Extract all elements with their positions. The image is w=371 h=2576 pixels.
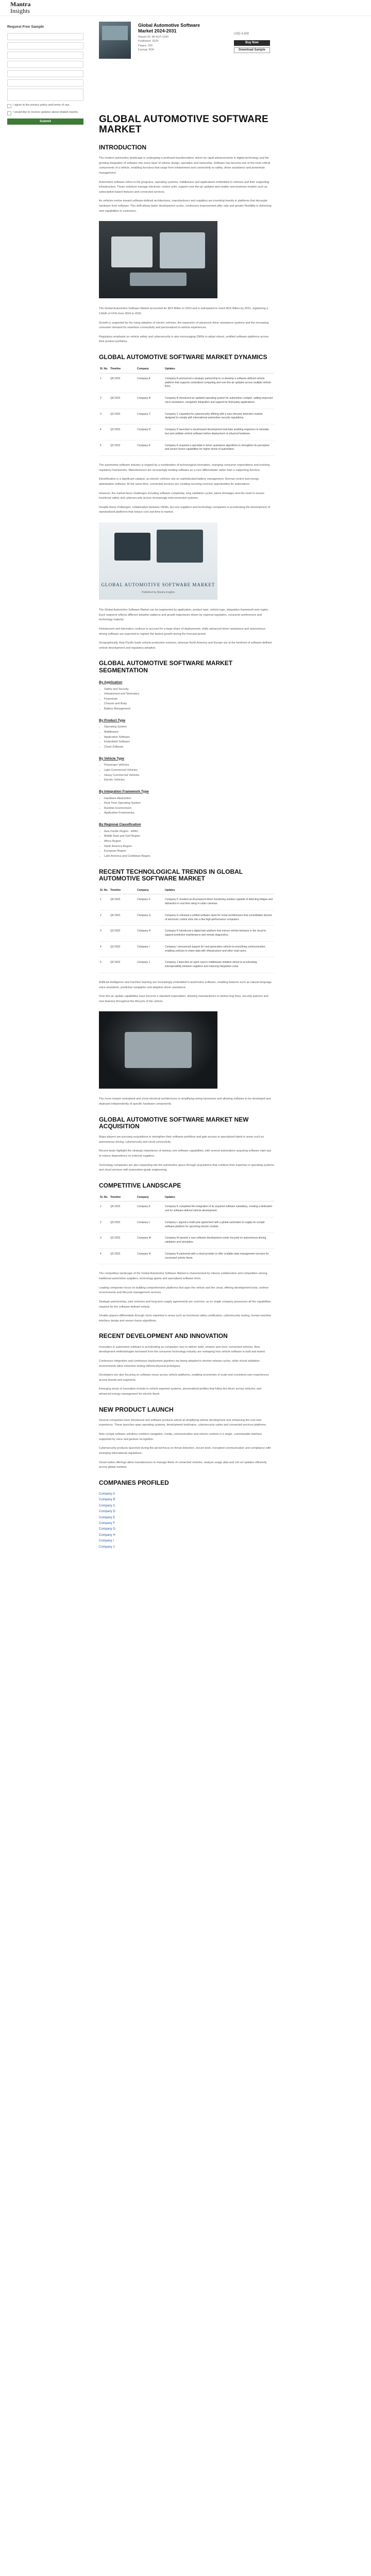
company-link[interactable]: Company D	[99, 1510, 115, 1514]
table-row	[99, 1248, 274, 1264]
company-link[interactable]: Company B	[99, 1498, 115, 1502]
table-row	[99, 373, 274, 393]
table-row	[99, 1201, 274, 1217]
logo-line-1: Mantra	[10, 1, 31, 8]
list-item: • Runtime Environment	[104, 806, 274, 811]
table-cell: Q2 2023	[109, 957, 136, 973]
list-item: • Chassis and Body	[104, 702, 274, 707]
list-item: • Middle East and Gulf Region	[104, 834, 274, 839]
company-link[interactable]: Company F	[99, 1521, 115, 1525]
company-link[interactable]: Company H	[99, 1533, 115, 1537]
dynamics-table	[99, 366, 274, 456]
table-cell: Q3 2023	[109, 941, 136, 957]
job-title-input[interactable]	[7, 70, 83, 77]
list-item: • Passenger Vehicles	[104, 763, 274, 768]
dynamics-paragraph: However, the market faces challenges including software complexity, long validation cycles, talent shortages and the need to ensure functional safety and cybersecurity across increasingly interconnected systems.	[99, 492, 264, 500]
dynamics-paragraph: The automotive software industry is shaped by a combination of technological innovation, changing consumer expectations and evolving regulatory frameworks. Manufacturers are increasingly treating software as a core differentiator rather than a supporting function.	[99, 464, 270, 472]
table-cell: 1	[99, 894, 109, 910]
list-item: • Real-Time Operating System	[104, 801, 274, 806]
table-cell: Company G released a unified software stack for zonal architectures that consolidates dozens of electronic control units into a few high-performance computers.	[164, 910, 274, 926]
table-header: Updates	[164, 366, 274, 373]
table-cell: Company H	[136, 926, 164, 942]
table-cell: Company E	[136, 440, 164, 456]
table-cell: 3	[99, 409, 109, 425]
table-header: Company	[136, 887, 164, 894]
table-row	[99, 440, 274, 456]
company-link[interactable]: Company G	[99, 1528, 116, 1531]
table-row	[99, 894, 274, 910]
product-launch-paragraph: New cockpit software solutions combine navigation, media, communication and vehicle controls in a single, customizable interface supported by voice and gesture recognition.	[99, 1433, 262, 1441]
full-name-input[interactable]	[7, 33, 83, 40]
acquisition-heading: GLOBAL AUTOMOTIVE SOFTWARE MARKET NEW ACQUISITION	[99, 1115, 249, 1130]
table-header: Timeline	[109, 1194, 136, 1201]
list-item: • European Region	[104, 849, 274, 854]
list-item: • Latin America and Caribbean Region	[104, 854, 274, 859]
company-link[interactable]: Company E	[99, 1516, 115, 1519]
table-cell: Q4 2023	[109, 894, 136, 910]
competitive-paragraph: The competitive landscape of the Global Automotive Software Market is characterized by intense collaboration and competition among traditional automotive suppliers, technology giants and specialized software firms.	[99, 1272, 267, 1281]
segment-title: By Application	[99, 680, 123, 684]
report-meta	[138, 35, 221, 52]
site-logo[interactable]	[10, 1, 30, 14]
intro-paragraph: Regulatory emphasis on vehicle safety and cybersecurity is also encouraging OEMs to adopt robust, certified software platforms across their product portfolios.	[99, 335, 269, 344]
table-cell: Q2 2023	[109, 1248, 136, 1264]
table-header: Company	[136, 1194, 164, 1201]
segment-list	[104, 725, 274, 750]
table-cell: Company E acquired a specialist in driver assistance algorithms to strengthen its perception and sensor fusion capabilities for higher levels of automation.	[164, 440, 274, 456]
table-row	[99, 957, 274, 973]
company-link[interactable]: Company C	[99, 1504, 115, 1507]
intro-paragraph: The modern automotive landscape is undergoing a profound transformation, driven by rapid advancements in digital technology and the growing integration of software into every layer of vehicle design, operation and ownership. Software has become one of the most critical components of a vehicle, enabling functions that range from infotainment and connectivity to safety, driver assistance and powertrain management.	[99, 157, 271, 175]
trends-paragraph: Over-the-air update capabilities have become a standard expectation, allowing manufacturers to deliver bug fixes, security patches and new features throughout the lifecycle of the vehicle.	[99, 995, 268, 1003]
table-header: Sl. No.	[99, 366, 109, 373]
table-cell: Company J	[136, 957, 164, 973]
table-row	[99, 1233, 274, 1249]
updates-label: I would like to receive updates about related reports.	[13, 110, 79, 114]
intro-paragraph: As vehicles evolve toward software-defined architectures, manufacturers and suppliers are investing heavily in platforms that decouple hardware from software. This shift allows faster development cycles, continuous improvement after sale and greater flexibility in delivering new capabilities to customers.	[99, 199, 272, 213]
list-item: • Embedded Software	[104, 740, 274, 745]
trends-paragraph: The move toward centralized and zonal electrical architectures is simplifying wiring harnesses and allowing software to be developed and deployed independently of specific hardware components.	[99, 1097, 271, 1106]
table-cell: Q4 2023	[109, 393, 136, 409]
list-item: • Safety and Security	[104, 687, 274, 692]
trends-table	[99, 887, 274, 973]
list-item: • Electric Vehicles	[104, 778, 274, 783]
table-header: Company	[136, 366, 164, 373]
table-cell: Q3 2023	[109, 425, 136, 440]
table-row	[99, 926, 274, 942]
table-cell: Company C	[136, 409, 164, 425]
page-title: GLOBAL AUTOMOTIVE SOFTWARE MARKET	[99, 114, 268, 135]
company-link[interactable]: Company I	[99, 1539, 114, 1543]
competitive-heading: COMPETITIVE LANDSCAPE	[99, 1181, 181, 1189]
competitive-paragraph: Leading companies focus on building comprehensive platforms that span the vehicle and the cloud, offering development tools, runtime environments and lifecycle management services.	[99, 1286, 268, 1295]
table-cell: 4	[99, 1248, 109, 1264]
table-cell: Company C expanded its cybersecurity offering with a new intrusion detection module designed to comply with international automotive security regulations.	[164, 409, 274, 425]
intro-heading: INTRODUCTION	[99, 143, 146, 151]
list-item: • Powertrain	[104, 697, 274, 702]
table-cell: 5	[99, 957, 109, 973]
table-cell: Company F unveiled an AI-powered driver monitoring solution capable of detecting fatigue and distraction in real time using in-cabin cameras.	[164, 894, 274, 910]
list-item: • Middleware	[104, 730, 274, 735]
report-content	[99, 114, 274, 1550]
site-header	[0, 0, 371, 16]
table-cell: Company L	[136, 1217, 164, 1233]
table-cell: Company N partnered with a cloud provider to offer scalable data management services for connected vehicle fleets.	[164, 1248, 274, 1264]
table-cell: Company J launched an open-source middleware initiative aimed at accelerating interoperability between suppliers and reducing integration costs.	[164, 957, 274, 973]
table-cell: Company B introduced an updated operating system for automotive cockpits, adding improved voice assistance, navigation integration and support for third-party applications.	[164, 393, 274, 409]
phone-input[interactable]	[7, 52, 83, 59]
list-item: • Light Commercial Vehicles	[104, 768, 274, 773]
dynamics-heading: GLOBAL AUTOMOTIVE SOFTWARE MARKET DYNAMICS	[99, 353, 267, 361]
intro-paragraph: The Global Automotive Software Market accounted for $XX Billion in 2023 and is anticipated to reach $XX Billion by 2031, registering a CAGR of XX% from 2024 to 2031.	[99, 307, 268, 315]
figure-caption: GLOBAL AUTOMOTIVE SOFTWARE MARKET	[101, 582, 215, 587]
list-item: • Hardware Abstraction	[104, 796, 274, 802]
table-cell: Company G	[136, 910, 164, 926]
segment-title: By Integration Framework Type	[99, 789, 149, 793]
segment-title: By Regional Classification	[99, 823, 141, 826]
list-item: • Application Frameworks	[104, 811, 274, 816]
list-item: • Africa Region	[104, 839, 274, 844]
competitive-paragraph: Strategic partnerships, joint ventures and long-term supply agreements are common, as no single company possesses all the capabilities required for the software-defined vehicle.	[99, 1300, 271, 1309]
table-cell: Company D launched a cloud-based development toolchain enabling engineers to simulate, test and validate vehicle software before deployment on physical hardware.	[164, 425, 274, 440]
acquisition-paragraph: Major players are pursuing acquisitions to strengthen their software portfolios and gain access to specialized talent in areas such as autonomous driving, cybersecurity and cloud connectivity.	[99, 1136, 264, 1144]
segment-list	[104, 687, 274, 712]
segment-list	[104, 829, 274, 859]
table-cell: Q2 2023	[109, 440, 136, 456]
list-item: • Battery Management	[104, 707, 274, 712]
segment-title: By Vehicle Type	[99, 756, 125, 760]
segmentation-paragraph: Geographically, Asia Pacific leads vehicle production volumes, whereas North America and Europe are at the forefront of software-defined vehicle development and regulatory adoption.	[99, 641, 272, 650]
list-item: • Operating System	[104, 725, 274, 730]
product-launch-paragraph: Cybersecurity products launched during the period focus on threat detection, secure boot, encrypted communication and compliance with emerging international regulations.	[99, 1447, 271, 1455]
table-row	[99, 409, 274, 425]
table-row	[99, 425, 274, 440]
table-cell: 2	[99, 1217, 109, 1233]
figure-subcaption: Published by Mantra Insights	[141, 590, 175, 594]
form-title: Request Free Sample	[7, 25, 44, 29]
table-cell: 1	[99, 1201, 109, 1217]
dynamics-paragraph: Electrification is a significant catalyst, as electric vehicles rely on sophisticated battery management, thermal control and energy optimization software. At the same time, connected services are creating recurring revenue opportunities for automakers.	[99, 478, 259, 486]
updates-checkbox-row[interactable]	[7, 111, 83, 115]
table-cell: Company F	[136, 894, 164, 910]
table-cell: 1	[99, 373, 109, 393]
table-cell: Company N	[136, 1248, 164, 1264]
privacy-label: I agree to the privacy policy and terms of use.	[13, 103, 70, 107]
report-title: Global Automotive Software Market 2024-2031	[138, 23, 200, 34]
report-published: Published: 2024	[138, 40, 159, 43]
acquisition-paragraph: Technology companies are also expanding into the automotive space through acquisitions that combine their expertise in operating systems and cloud services with automotive-grade engineering.	[99, 1163, 274, 1172]
segmentation-paragraph: Infotainment and telematics continue to account for a large share of deployments, while advanced driver assistance and autonomous driving software are expected to register the fastest growth during the forecast period.	[99, 627, 266, 636]
table-cell: Q4 2023	[109, 1201, 136, 1217]
company-input[interactable]	[7, 61, 83, 68]
list-item: • Cloud Software	[104, 745, 274, 750]
table-cell: Q4 2023	[109, 910, 136, 926]
updates-checkbox[interactable]	[7, 111, 11, 115]
companies-list	[99, 1492, 274, 1550]
privacy-checkbox[interactable]	[7, 104, 11, 108]
report-cover-image	[99, 22, 131, 59]
report-image-devices	[99, 522, 217, 600]
table-row	[99, 941, 274, 957]
company-link[interactable]: Company J	[99, 1545, 115, 1549]
report-id: Report ID: MI-AUT-1042	[138, 36, 169, 39]
sample-request-form	[7, 25, 83, 125]
development-paragraph: Innovation in automotive software is accelerating as companies race to deliver safer, smarter and more connected vehicles. New development methodologies borrowed from the consumer technology industry are reshaping how vehicle software is built and tested.	[99, 1345, 266, 1354]
message-textarea[interactable]	[7, 89, 83, 101]
table-cell: Company A	[136, 373, 164, 393]
submit-button[interactable]: Submit	[7, 118, 83, 125]
email-input[interactable]	[7, 42, 83, 49]
table-cell: Q4 2023	[109, 373, 136, 393]
table-cell: 3	[99, 1233, 109, 1249]
list-item: • Heavy Commercial Vehicles	[104, 773, 274, 778]
table-row	[99, 393, 274, 409]
table-cell: 3	[99, 926, 109, 942]
report-image-dashboard	[99, 221, 217, 298]
table-cell: Company K completed the integration of its acquired software subsidiary, creating a dedicated unit for software-defined vehicle development.	[164, 1201, 274, 1217]
trends-paragraph: Artificial intelligence and machine learning are increasingly embedded in automotive software, enabling features such as natural language voice assistants, predictive navigation and adaptive driver assistance.	[99, 980, 272, 989]
development-paragraph: Emerging areas of innovation include in-vehicle payment systems, personalized profiles that follow the driver across vehicles, and advanced energy management for electric fleets.	[99, 1387, 262, 1396]
dynamics-paragraph: Despite these challenges, collaboration between OEMs, tier-one suppliers and technology companies is accelerating the development of standardized platforms that reduce cost and time to market.	[99, 505, 271, 514]
table-cell: 2	[99, 393, 109, 409]
table-cell: Company M	[136, 1233, 164, 1249]
country-input[interactable]	[7, 79, 83, 87]
download-sample-button[interactable]: Download Sample	[234, 47, 270, 53]
product-launch-heading: NEW PRODUCT LAUNCH	[99, 1405, 174, 1413]
table-cell: Company I announced support for next-generation vehicle-to-everything communication, enabling vehicles to share data with infrastructure and other road users.	[164, 941, 274, 957]
table-cell: Company H introduced a digital twin platform that mirrors vehicle behavior in the cloud to support predictive maintenance and remote diagnostics.	[164, 926, 274, 942]
companies-profiled-heading: COMPANIES PROFILED	[99, 1479, 169, 1486]
product-launch-paragraph: Cloud-native offerings allow manufacturers to manage fleets of connected vehicles, analyze usage data and roll out updates efficiently across global markets.	[99, 1461, 267, 1469]
acquisition-paragraph: Recent deals highlight the strategic importance of owning core software capabilities, with several automakers acquiring software start-ups to reduce dependence on external suppliers.	[99, 1149, 272, 1158]
table-cell: Q3 2023	[109, 926, 136, 942]
table-cell: Company I	[136, 941, 164, 957]
segment-list	[104, 763, 274, 783]
list-item: • Asia Pacific Region - APAC	[104, 829, 274, 835]
development-paragraph: Developers are also focusing on software reuse across vehicle platforms, enabling economies of scale and consistent user experiences across brands and segments.	[99, 1374, 269, 1382]
development-paragraph: Continuous integration and continuous deployment pipelines are being adopted to shorten release cycles, while virtual validation environments allow extensive testing without physical prototypes.	[99, 1359, 260, 1368]
table-cell: Company M opened a new software development center focused on autonomous driving validation and simulation.	[164, 1233, 274, 1249]
table-cell: Q3 2023	[109, 1217, 136, 1233]
table-cell: 4	[99, 941, 109, 957]
table-cell: Company D	[136, 425, 164, 440]
table-row	[99, 1217, 274, 1233]
table-cell: Company B	[136, 393, 164, 409]
table-cell: 2	[99, 910, 109, 926]
table-header: Sl. No.	[99, 887, 109, 894]
report-format: Format: PDF	[138, 48, 155, 52]
list-item: • North America Region	[104, 844, 274, 850]
table-row	[99, 910, 274, 926]
table-cell: Company A announced a strategic partnership to co-develop a software-defined vehicle platform that supports centralized computing and over-the-air updates across multiple vehicle lines.	[164, 373, 274, 393]
segmentation-paragraph: The Global Automotive Software Market can be segmented by application, product type, vehicle type, integration framework and region. Each segment reflects different adoption patterns and growth trajectories driven by regional regulation, consumer preferences and technology maturity.	[99, 608, 269, 622]
product-launch-paragraph: Several companies have introduced new software products aimed at simplifying vehicle development and enhancing the end-user experience. These launches span operating systems, development toolchains, cybersecurity suites and connected services platforms.	[99, 1418, 267, 1427]
segment-list	[104, 796, 274, 817]
table-header: Updates	[164, 887, 274, 894]
company-link[interactable]: Company A	[99, 1493, 115, 1496]
privacy-checkbox-row[interactable]	[7, 104, 83, 108]
report-price: USD 4,500	[234, 32, 249, 36]
table-cell: Q3 2023	[109, 409, 136, 425]
table-cell: 5	[99, 440, 109, 456]
table-cell: Q3 2023	[109, 1233, 136, 1249]
competitive-paragraph: Smaller players differentiate through niche expertise in areas such as functional safety certification, cybersecurity testing, human machine interface design and sensor fusion algorithms.	[99, 1314, 272, 1323]
table-header: Updates	[164, 1194, 274, 1201]
list-item: • Infotainment and Telematics	[104, 692, 274, 697]
intro-paragraph: Automotive software refers to the programs, operating systems, middleware and applications embedded in vehicles and their supporting infrastructure. These solutions manage electronic control units, support over-the-air updates and enable new business models such as subscription-based features and connected services.	[99, 180, 269, 194]
table-cell: 4	[99, 425, 109, 440]
buy-now-button[interactable]: Buy Now	[234, 40, 270, 46]
competitive-table	[99, 1194, 274, 1265]
table-header: Timeline	[109, 366, 136, 373]
report-image-vehicle-display	[99, 1011, 217, 1089]
list-item: • Application Software	[104, 735, 274, 740]
table-header: Timeline	[109, 887, 136, 894]
development-heading: RECENT DEVELOPMENT AND INNOVATION	[99, 1332, 228, 1340]
intro-paragraph: Growth is supported by the rising adoption of electric vehicles, the expansion of advanced driver assistance systems and the increasing consumer demand for seamless connectivity and personalized in-vehicle experiences.	[99, 321, 269, 330]
table-header: Sl. No.	[99, 1194, 109, 1201]
trends-heading: RECENT TECHNOLOGICAL TRENDS IN GLOBAL AUTOMOTIVE SOFTWARE MARKET	[99, 868, 243, 882]
segment-title: By Product Type	[99, 718, 126, 722]
segmentation-heading: GLOBAL AUTOMOTIVE SOFTWARE MARKET SEGMENTATION	[99, 659, 233, 674]
table-cell: Company K	[136, 1201, 164, 1217]
report-pages: Pages: 150	[138, 44, 153, 47]
table-cell: Company L signed a multi-year agreement with a global automaker to supply its cockpit software platform for upcoming electric models.	[164, 1217, 274, 1233]
logo-line-2: Insights	[10, 7, 30, 14]
